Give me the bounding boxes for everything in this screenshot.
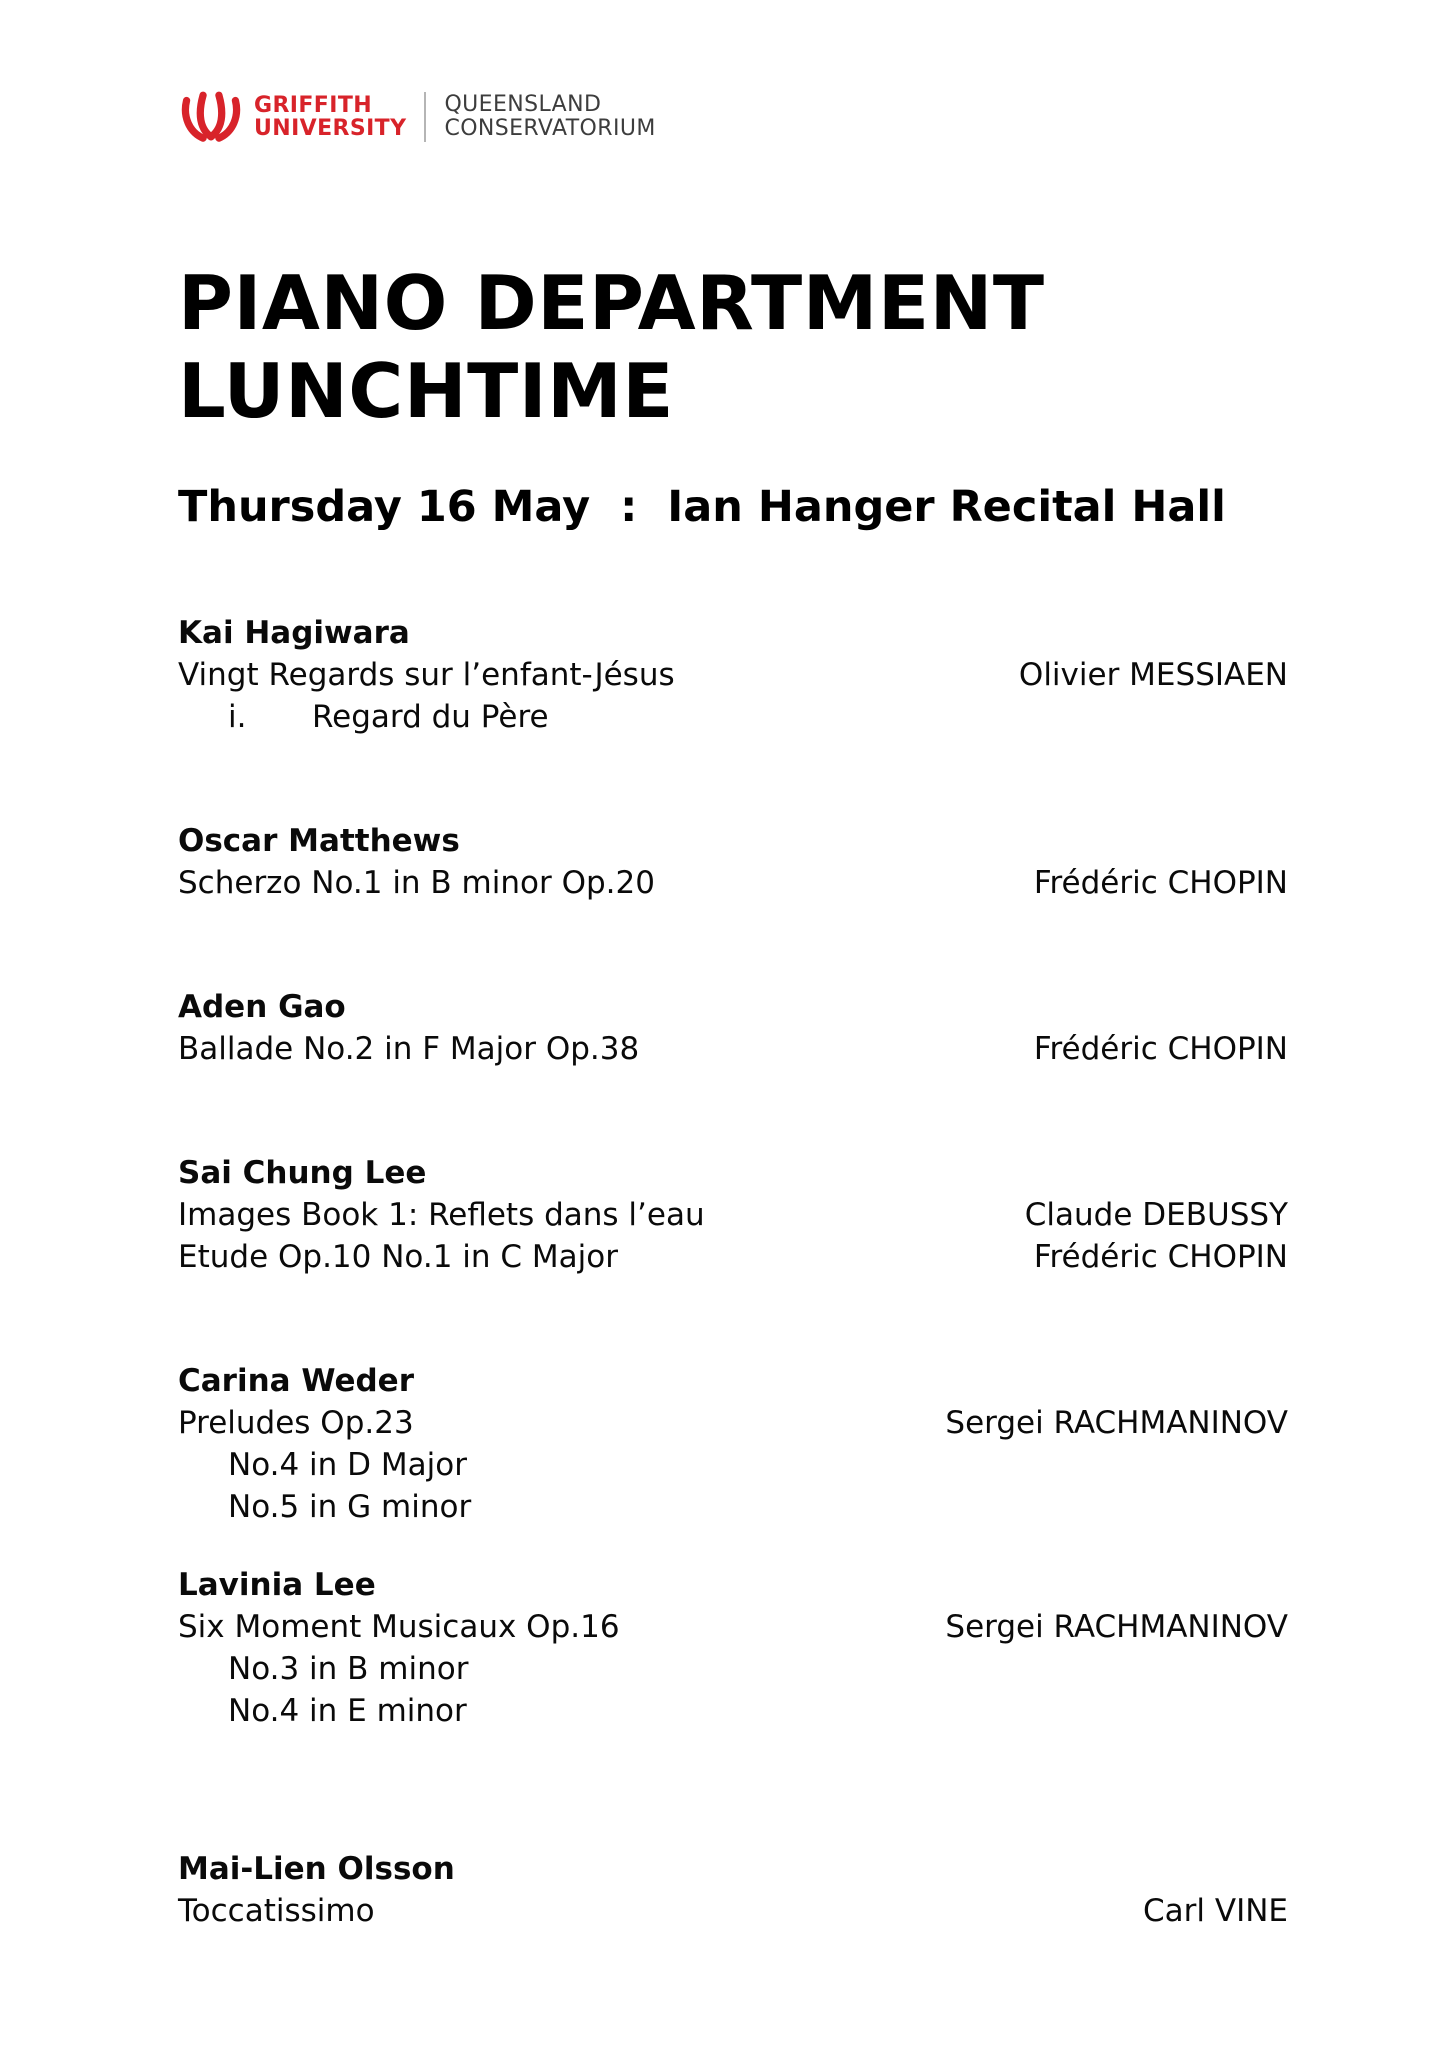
performer-name: Kai Hagiwara — [178, 614, 410, 651]
movement-name: No.4 in E minor — [228, 1692, 467, 1729]
movement-line — [178, 1444, 1288, 1486]
piece-title: Toccatissimo — [178, 1892, 375, 1929]
movement-name: Regard du Père — [312, 698, 549, 735]
piece-title: Ballade No.2 in F Major Op.38 — [178, 1030, 640, 1067]
composer-name: Claude DEBUSSY — [1024, 1196, 1288, 1233]
composer-name: Frédéric CHOPIN — [1033, 1030, 1288, 1067]
conservatorium-name-line2: CONSERVATORIUM — [444, 116, 656, 141]
movement-line — [178, 696, 1288, 738]
composer-name: Sergei RACHMANINOV — [945, 1608, 1288, 1645]
movement-line — [178, 1690, 1288, 1732]
movement-line — [178, 1648, 1288, 1690]
piece-title: Preludes Op.23 — [178, 1404, 414, 1441]
page-title-line1: PIANO DEPARTMENT — [178, 259, 1045, 347]
page-title — [178, 260, 1288, 436]
movement-name: No.5 in G minor — [228, 1488, 472, 1525]
piece-row — [178, 1890, 1288, 1932]
program-section — [178, 1360, 1288, 1528]
griffith-logo-icon — [178, 86, 244, 148]
piece-row — [178, 1236, 1288, 1278]
event-date-venue: Thursday 16 May : Ian Hanger Recital Hall — [178, 481, 1226, 532]
composer-name: Olivier MESSIAEN — [1018, 656, 1288, 693]
performer-name: Aden Gao — [178, 988, 346, 1025]
movement-line — [178, 1486, 1288, 1528]
university-name-line2: UNIVERSITY — [254, 116, 407, 141]
piece-row — [178, 1028, 1288, 1070]
piece-row — [178, 654, 1288, 696]
piece-title: Six Moment Musicaux Op.16 — [178, 1608, 620, 1645]
movement-name: No.4 in D Major — [228, 1446, 467, 1483]
performer-name: Carina Weder — [178, 1362, 414, 1399]
program-list — [178, 612, 1288, 1932]
performer-name: Lavinia Lee — [178, 1566, 376, 1603]
university-name-line1: GRIFFITH — [254, 92, 373, 118]
program-section — [178, 1152, 1288, 1278]
composer-name: Sergei RACHMANINOV — [945, 1404, 1288, 1441]
university-name — [254, 94, 406, 140]
conservatorium-name-line1: QUEENSLAND — [444, 91, 602, 117]
page-title-line2: LUNCHTIME — [178, 346, 675, 435]
composer-name: Frédéric CHOPIN — [1033, 864, 1288, 901]
composer-name: Frédéric CHOPIN — [1033, 1238, 1288, 1275]
piece-row — [178, 1606, 1288, 1648]
program-section — [178, 1564, 1288, 1732]
program-section — [178, 820, 1288, 904]
logo-divider — [424, 92, 426, 142]
movement-name: No.3 in B minor — [228, 1650, 469, 1687]
logo — [178, 86, 1288, 148]
piece-title: Scherzo No.1 in B minor Op.20 — [178, 864, 655, 901]
conservatorium-name — [444, 93, 655, 141]
piece-row — [178, 862, 1288, 904]
performer-name: Mai-Lien Olsson — [178, 1850, 455, 1887]
performer-name: Sai Chung Lee — [178, 1154, 427, 1191]
program-section — [178, 986, 1288, 1070]
performer-name: Oscar Matthews — [178, 822, 460, 859]
piece-title: Etude Op.10 No.1 in C Major — [178, 1238, 618, 1275]
movement-numeral: i. — [228, 698, 247, 735]
composer-name: Carl VINE — [1143, 1892, 1288, 1929]
piece-title: Vingt Regards sur l’enfant-Jésus — [178, 656, 675, 693]
piece-row — [178, 1402, 1288, 1444]
program-section — [178, 612, 1288, 738]
piece-title: Images Book 1: Reflets dans l’eau — [178, 1196, 705, 1233]
program-section — [178, 1848, 1288, 1932]
piece-row — [178, 1194, 1288, 1236]
